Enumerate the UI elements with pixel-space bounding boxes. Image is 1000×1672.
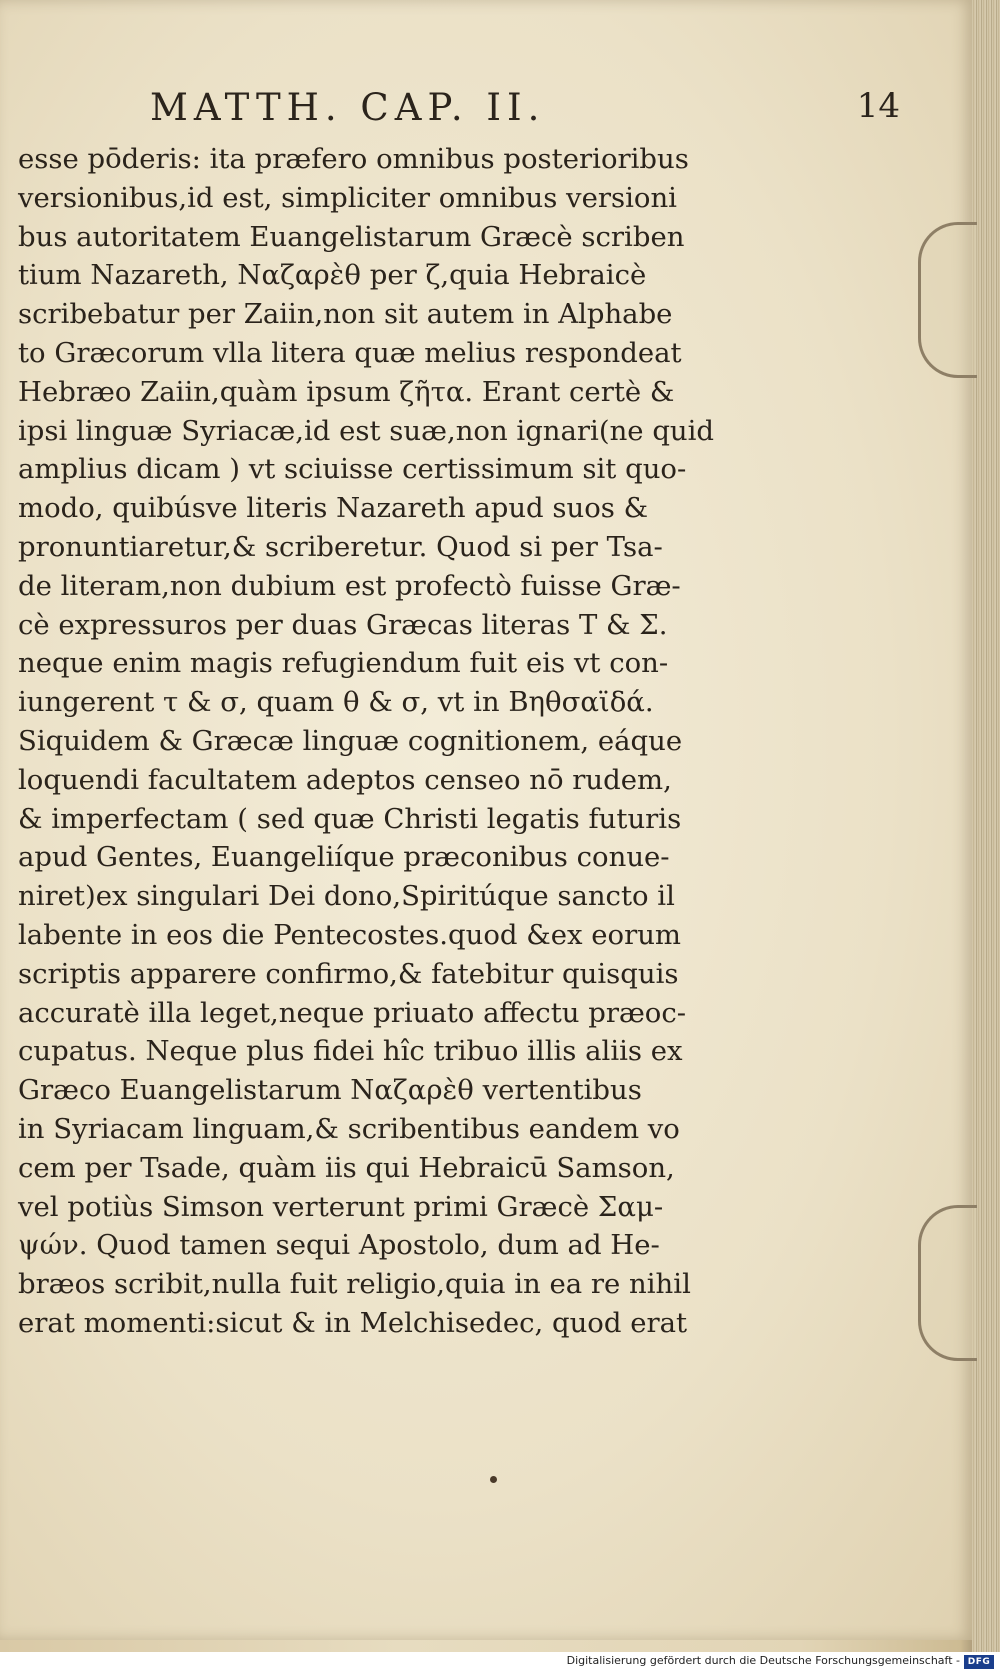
text-line: pronuntiaretur,& scriberetur. Quod si per Tsa- xyxy=(18,530,663,563)
dfg-logo: DFG xyxy=(964,1655,994,1669)
text-line: ipsi linguæ Syriacæ,id est suæ,non ignari(ne quid xyxy=(18,414,715,447)
text-line: iungerent τ & σ, quam θ & σ, vt in Βηθσαϊδά. xyxy=(18,686,654,719)
text-line: scriptis apparere confirmo,& fatebitur quisquis xyxy=(18,957,679,990)
text-line: esse pōderis: ita præfero omnibus posterioribus xyxy=(18,143,689,175)
text-line: in Syriacam linguam,& scribentibus eandem vo xyxy=(18,1112,680,1145)
text-line: amplius dicam ) vt sciuisse certissimum sit quo- xyxy=(18,453,687,486)
text-line: accuratè illa leget,neque priuato affectu præoc- xyxy=(18,996,687,1029)
text-line: apud Gentes, Euangeliíque præconibus conue- xyxy=(18,841,670,874)
text-line: & imperfectam ( sed quæ Christi legatis futuris xyxy=(18,802,682,835)
text-line: cè expressuros per duas Græcas literas T & Σ. xyxy=(18,608,668,641)
page-number: 14 xyxy=(856,86,900,126)
text-line: versionibus,id est, simpliciter omnibus versioni xyxy=(18,181,677,214)
text-line: bus autoritatem Euangelistarum Græcè scriben xyxy=(18,220,685,253)
text-line: bræos scribit,nulla fuit religio,quia in ea re nihil xyxy=(18,1268,691,1301)
text-line: Siquidem & Græcæ linguæ cognitionem, eáque xyxy=(18,724,683,757)
text-line: de literam,non dubium est profectò fuisse Græ- xyxy=(18,569,681,602)
dfg-credit-text: Digitalisierung gefördert durch die Deutsche Forschungsgemeinschaft - xyxy=(566,1654,960,1667)
clasp-bottom xyxy=(918,1205,977,1361)
text-line: labente in eos die Pentecostes.quod &ex eorum xyxy=(18,918,682,951)
text-line: Græco Euangelistarum Ναζαρὲθ vertentibus xyxy=(18,1074,642,1107)
text-line: loquendi facultatem adeptos censeo nō rudem, xyxy=(18,763,672,796)
page-header xyxy=(150,86,930,146)
ink-spot xyxy=(490,1476,497,1483)
text-line: erat momenti:sicut & in Melchisedec, quod erat xyxy=(18,1306,688,1339)
text-line: Hebræo Zaiin,quàm ipsum ζῆτα. Erant certè & xyxy=(18,375,675,408)
text-line: scribebatur per Zaiin,non sit autem in Alphabe xyxy=(18,298,673,331)
text-line: tium Nazareth, Ναζαρὲθ per ζ,quia Hebraicè xyxy=(18,259,647,292)
text-line: cem per Tsade, quàm iis qui Hebraicū Samson, xyxy=(18,1151,675,1184)
text-line: modo, quibúsve literis Nazareth apud suos & xyxy=(18,492,649,525)
text-line: to Græcorum vlla litera quæ melius respondeat xyxy=(18,336,682,369)
text-line: ψών. Quod tamen sequi Apostolo, dum ad He- xyxy=(18,1229,660,1262)
text-line: neque enim magis refugiendum fuit eis vt con- xyxy=(18,647,669,680)
text-line: vel potiùs Simson verterunt primi Græcè Σαμ- xyxy=(18,1190,664,1223)
clasp-top xyxy=(918,222,977,378)
digitization-footer xyxy=(0,1652,1000,1672)
body-text xyxy=(18,140,938,1343)
running-head: MATTH. CAP. II. xyxy=(150,86,546,129)
text-line: niret)ex singulari Dei dono,Spiritúque sancto il xyxy=(18,880,675,913)
text-line: cupatus. Neque plus fidei hîc tribuo illis aliis ex xyxy=(18,1035,683,1068)
